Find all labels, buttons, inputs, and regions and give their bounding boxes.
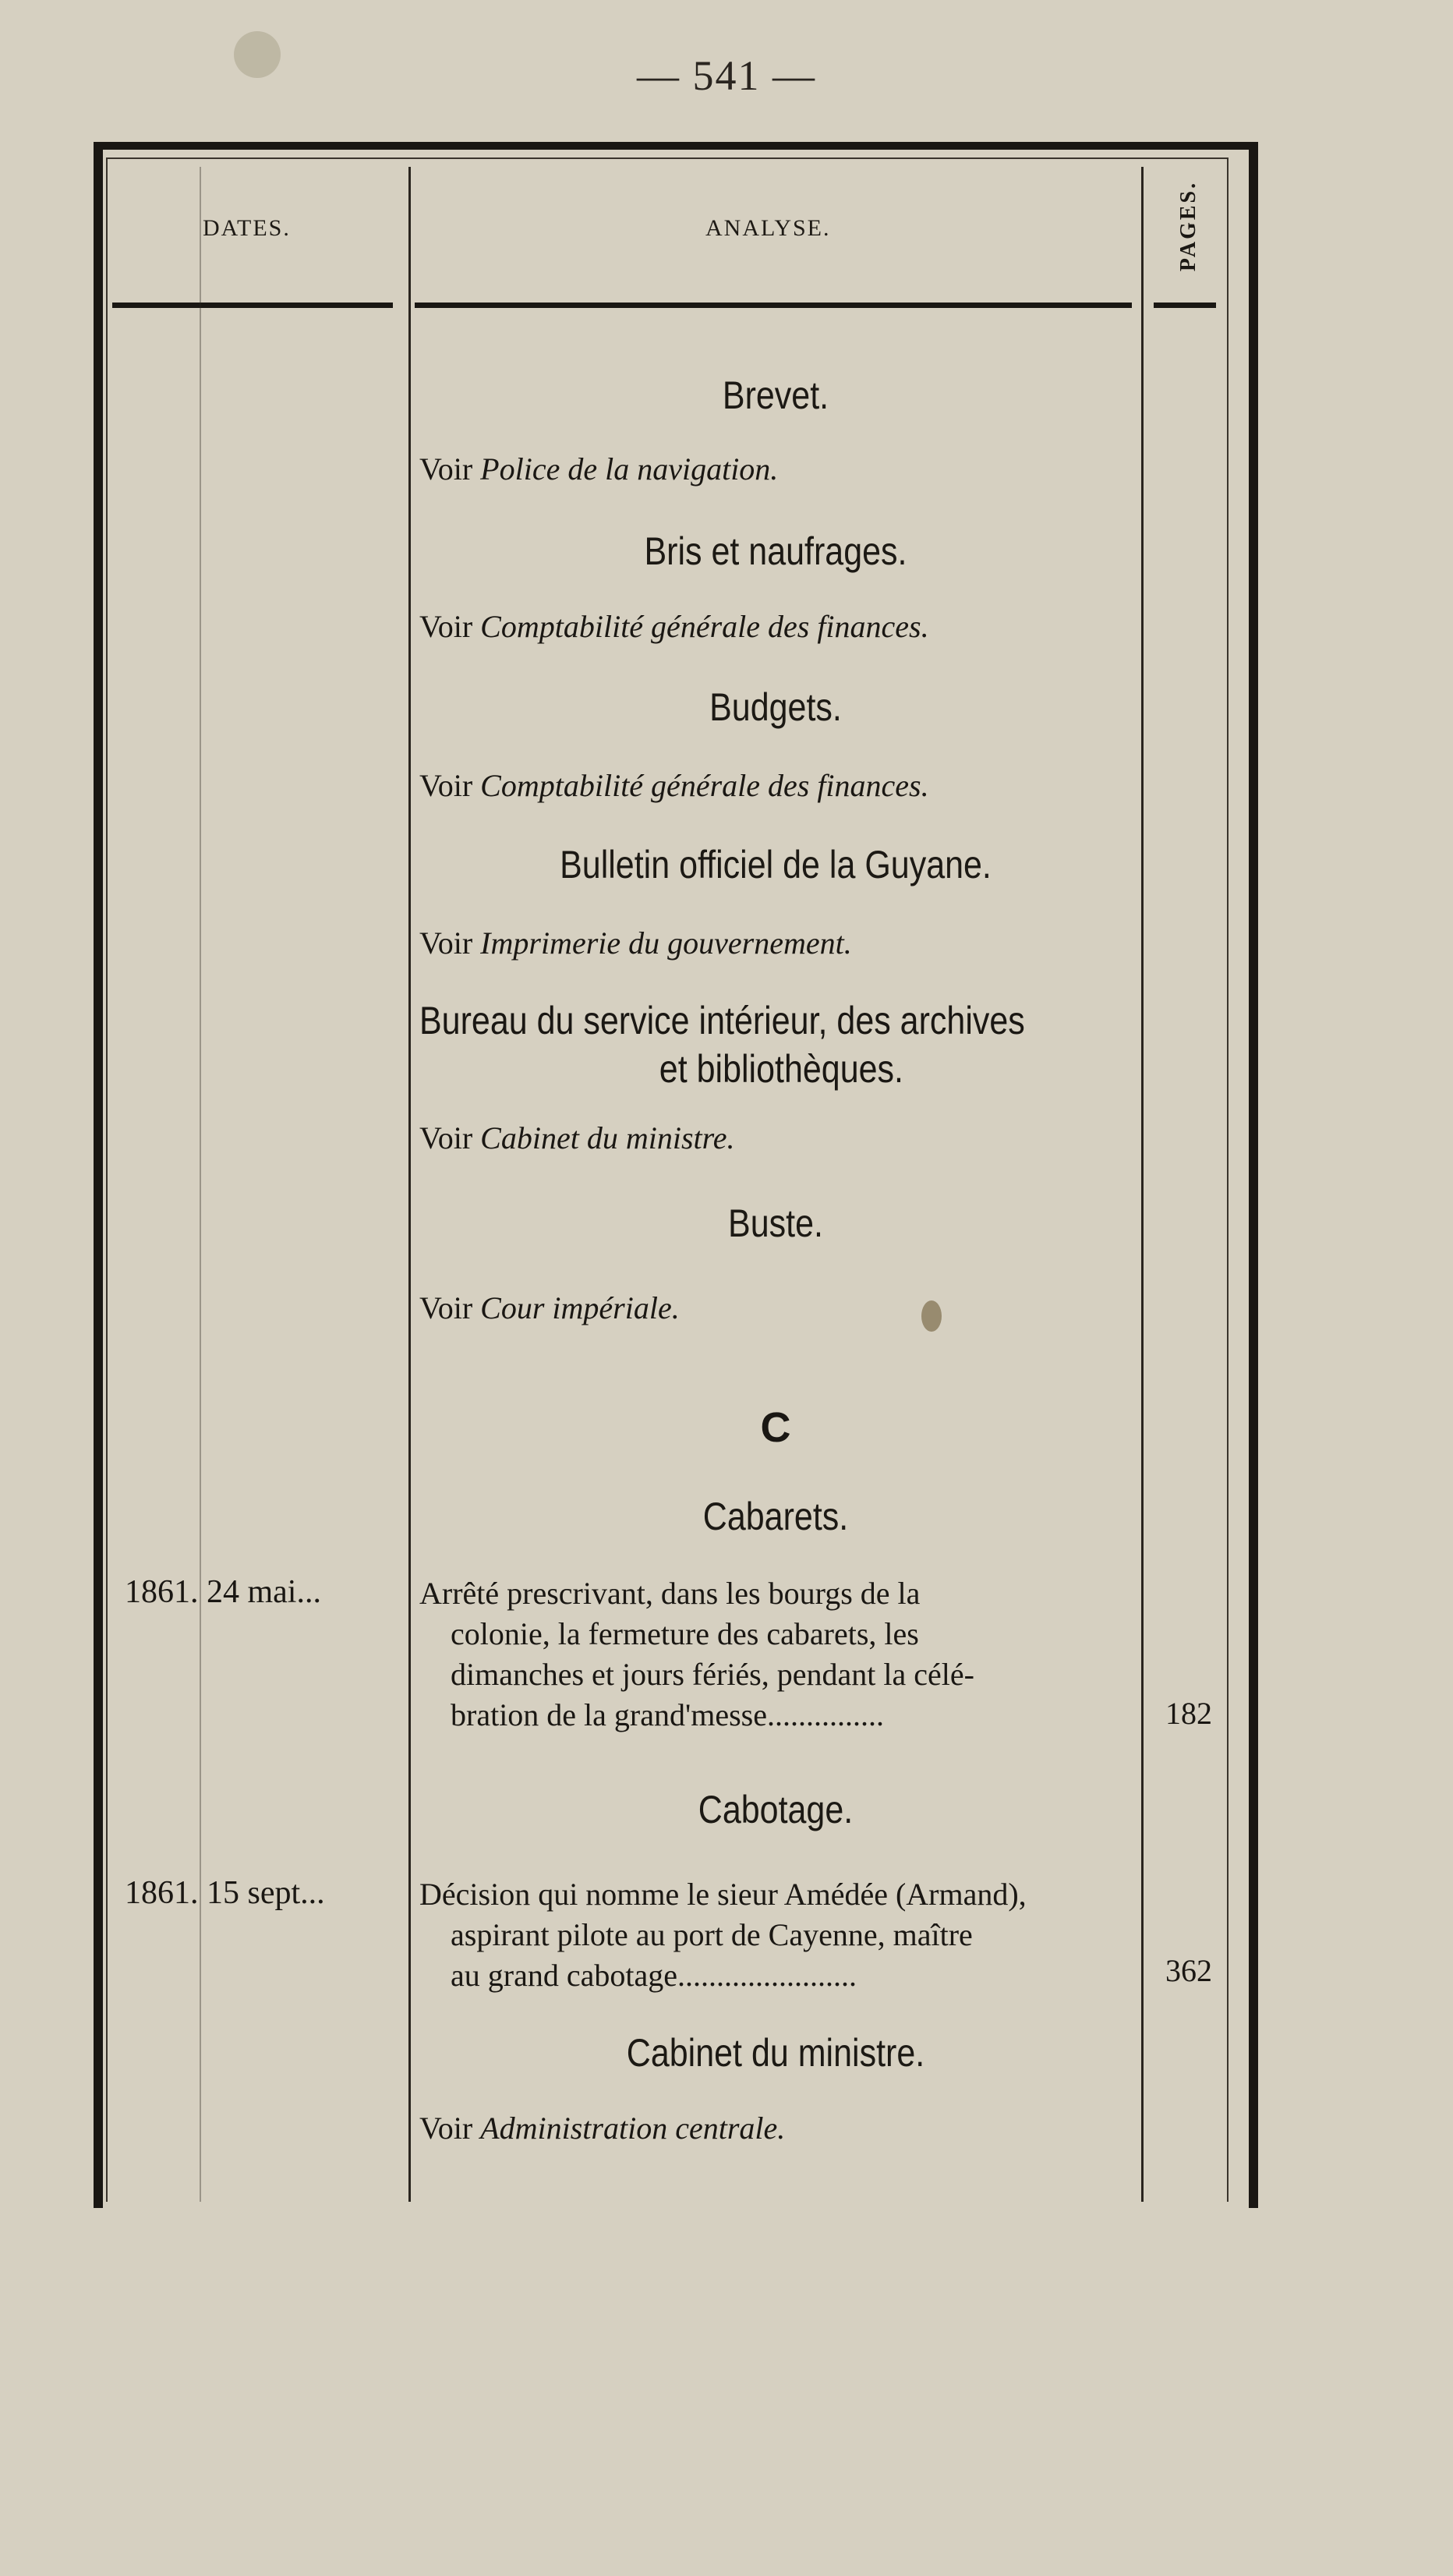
header-rule-left (112, 303, 393, 308)
column-header-pages: PAGES. (1176, 180, 1200, 272)
column-rule-pages (1141, 167, 1144, 2202)
entry-text-cabarets: Arrêté prescrivant, dans les bourgs de la colonie, la fermeture des cabarets, les dimanches et jours fériés, pendant la célé- bration de la grand'messe............... (419, 1576, 974, 1732)
paper-stain-top (234, 31, 281, 78)
section-letter-c: C (760, 1404, 791, 1451)
see-also-cabinet: Voir Administration centrale. (419, 2111, 786, 2146)
heading-bulletin-officiel: Bulletin officiel de la Guyane. (560, 843, 992, 886)
page-number: — 541 — (637, 52, 816, 99)
see-also-brevet: Voir Police de la navigation. (419, 451, 779, 487)
heading-cabotage: Cabotage. (698, 1788, 854, 1831)
heading-cabarets: Cabarets. (702, 1495, 849, 1538)
header-rule-right (1154, 303, 1216, 308)
entry-page-cabotage: 362 (1165, 1953, 1212, 1988)
heading-cabinet-du-ministre: Cabinet du ministre. (626, 2031, 925, 2075)
entry-date-cabotage: 1861. 15 sept... (125, 1875, 325, 1911)
heading-bureau-service-interieur: Bureau du service intérieur, des archives et bibliothèques. (419, 999, 1025, 1091)
see-also-buste: Voir Cour impériale. (419, 1290, 680, 1325)
heading-brevet: Brevet. (722, 373, 829, 417)
entry-page-cabarets: 182 (1165, 1696, 1212, 1731)
column-header-analyse: ANALYSE. (705, 215, 831, 241)
see-also-bulletin: Voir Imprimerie du gouvernement. (419, 925, 852, 961)
entry-date-cabarets: 1861. 24 mai... (125, 1574, 321, 1610)
paper-stain-mid (921, 1300, 942, 1332)
heading-budgets: Budgets. (709, 685, 842, 729)
header-rule-middle (415, 303, 1132, 308)
column-header-dates: DATES. (203, 215, 291, 241)
column-rule-dates (408, 167, 411, 2202)
heading-buste: Buste. (728, 1201, 823, 1245)
heading-bris-et-naufrages: Bris et naufrages. (644, 529, 907, 573)
entry-text-cabotage: Décision qui nomme le sieur Amédée (Armand), aspirant pilote au port de Cayenne, maître au grand cabotage....................... (419, 1877, 1027, 1993)
see-also-bris: Voir Comptabilité générale des finances. (419, 609, 929, 644)
see-also-budgets: Voir Comptabilité générale des finances. (419, 768, 929, 803)
see-also-bureau: Voir Cabinet du ministre. (419, 1120, 735, 1155)
